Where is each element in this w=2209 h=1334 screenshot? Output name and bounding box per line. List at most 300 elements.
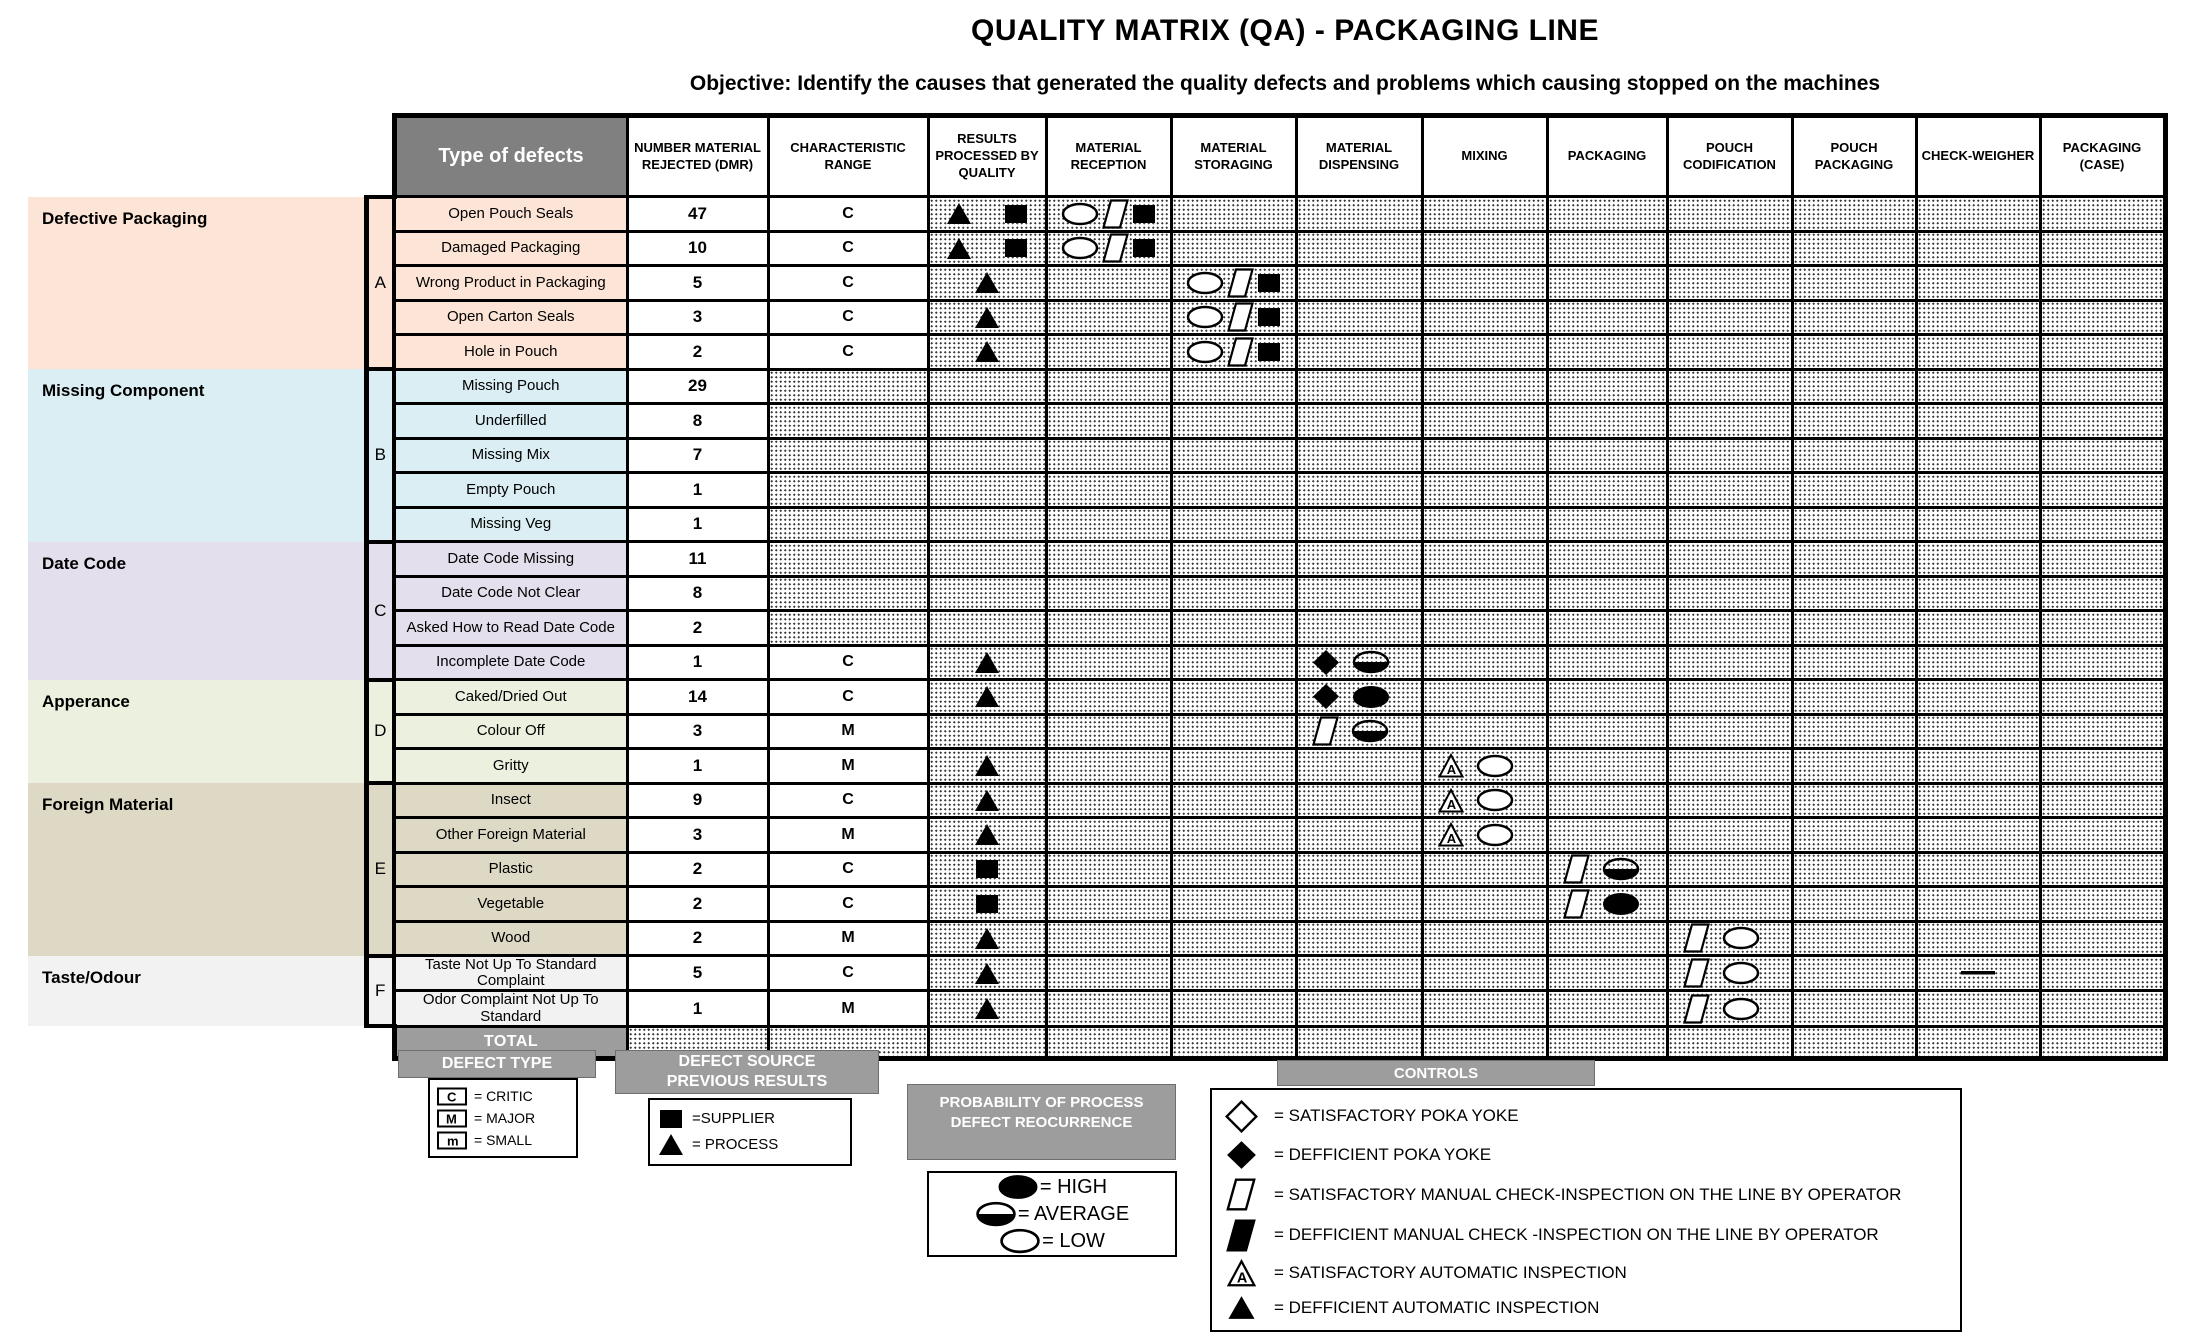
matrix-cell-storaging — [1171, 956, 1296, 991]
dmr-value-cell: 10 — [627, 231, 768, 266]
parallelogram-outline-icon — [1227, 337, 1254, 367]
matrix-cell-mixing — [1422, 197, 1547, 232]
square-filled-icon — [1257, 307, 1281, 327]
matrix-cell-pouch_packaging — [1792, 749, 1916, 784]
oval-low-icon — [1186, 271, 1224, 295]
matrix-cell-packaging_case — [2040, 783, 2165, 818]
box-C-icon — [437, 1087, 467, 1106]
matrix-cell-pouch_packaging — [1792, 611, 1916, 646]
legend-item — [436, 1087, 570, 1106]
matrix-cell-packaging — [1547, 956, 1667, 991]
matrix-cell-packaging_case — [2040, 921, 2165, 956]
defect-name-cell: Wrong Product in Packaging — [394, 266, 627, 301]
legend-controls — [1210, 1088, 1962, 1332]
characteristic-range-cell: M — [768, 921, 928, 956]
square-filled-icon — [1004, 238, 1028, 258]
matrix-cell-mixing — [1422, 404, 1547, 439]
legend-item — [1222, 1140, 1950, 1170]
legend-item — [1222, 1259, 1950, 1287]
total-matrix-cell — [1171, 1026, 1296, 1058]
legend-item-label: = HIGH — [1039, 1175, 1108, 1198]
matrix-cell-results — [928, 266, 1046, 301]
matrix-cell-dispensing — [1296, 266, 1422, 301]
matrix-cell-pouch_codification — [1667, 956, 1792, 991]
total-matrix-cell — [928, 1026, 1046, 1058]
diamond-filled-icon — [1312, 683, 1340, 710]
matrix-cell-storaging — [1171, 231, 1296, 266]
triangle-a-icon — [1438, 753, 1464, 778]
matrix-cell-pouch_codification — [1667, 921, 1792, 956]
matrix-cell-pouch_packaging — [1792, 645, 1916, 680]
matrix-cell-results — [928, 921, 1046, 956]
matrix-cell-packaging_case — [2040, 335, 2165, 370]
legend-glyph-slot — [436, 1131, 468, 1150]
triangle-filled-icon — [974, 997, 1000, 1020]
matrix-cell-dispensing — [1296, 956, 1422, 991]
triangle-filled-icon — [974, 651, 1000, 674]
matrix-cell-dispensing — [1296, 473, 1422, 508]
matrix-cell-packaging — [1547, 783, 1667, 818]
matrix-cell-reception — [1046, 507, 1171, 542]
category-panel-e: Foreign Material — [28, 783, 366, 956]
legend-item — [1222, 1219, 1950, 1252]
oval-average-icon — [1352, 650, 1390, 674]
matrix-cell-check_weigher — [1916, 783, 2040, 818]
dmr-value-cell: 5 — [627, 266, 768, 301]
dash-icon — [1961, 970, 1995, 976]
legend-item-label: = PROCESS — [692, 1135, 779, 1153]
defect-name-cell: Open Pouch Seals — [394, 197, 627, 232]
symbol-group — [1298, 683, 1421, 710]
matrix-cell-check_weigher — [1916, 369, 2040, 404]
characteristic-range-cell: C — [768, 197, 928, 232]
matrix-cell-results — [928, 473, 1046, 508]
matrix-cell-dispensing — [1296, 300, 1422, 335]
defect-name-cell: Incomplete Date Code — [394, 645, 627, 680]
matrix-cell-check_weigher — [1916, 438, 2040, 473]
characteristic-range-cell: C — [768, 783, 928, 818]
legend-item — [1222, 1100, 1950, 1133]
category-panel-f: Taste/Odour — [28, 956, 366, 1027]
symbol-group — [930, 894, 1045, 914]
matrix-cell-check_weigher — [1916, 714, 2040, 749]
symbol-group — [1424, 753, 1546, 778]
dmr-value-cell: 11 — [627, 542, 768, 577]
matrix-cell-packaging_case — [2040, 369, 2165, 404]
matrix-cell-mixing — [1422, 576, 1547, 611]
matrix-cell-packaging — [1547, 300, 1667, 335]
dmr-value-cell: 2 — [627, 921, 768, 956]
matrix-cell-pouch_packaging — [1792, 507, 1916, 542]
parallelogram-outline-icon — [1227, 302, 1254, 332]
triangle-filled-icon — [1227, 1295, 1256, 1320]
defect-name-cell: Missing Mix — [394, 438, 627, 473]
matrix-cell-packaging — [1547, 611, 1667, 646]
matrix-cell-pouch_packaging — [1792, 542, 1916, 577]
matrix-cell-reception — [1046, 749, 1171, 784]
col-header-results-processed-by-quality: RESULTS PROCESSED BY QUALITY — [928, 116, 1046, 197]
characteristic-range-cell: C — [768, 956, 928, 991]
characteristic-range-cell — [768, 438, 928, 473]
matrix-cell-reception — [1046, 542, 1171, 577]
defect-name-cell: Colour Off — [394, 714, 627, 749]
matrix-cell-pouch_packaging — [1792, 956, 1916, 991]
symbol-group — [1048, 233, 1170, 263]
characteristic-range-cell — [768, 542, 928, 577]
symbol-group — [930, 237, 1045, 260]
symbol-group — [1298, 716, 1421, 746]
matrix-cell-storaging — [1171, 921, 1296, 956]
dmr-value-cell: 3 — [627, 818, 768, 853]
dmr-value-cell: 5 — [627, 956, 768, 991]
col-header-material-reception: MATERIAL RECEPTION — [1046, 116, 1171, 197]
square-filled-icon — [1132, 238, 1156, 258]
matrix-cell-reception — [1046, 783, 1171, 818]
legend-defect-source — [648, 1098, 852, 1166]
total-spacer-letter — [366, 1026, 394, 1058]
defect-name-cell: Open Carton Seals — [394, 300, 627, 335]
matrix-cell-packaging_case — [2040, 680, 2165, 715]
matrix-cell-mixing — [1422, 818, 1547, 853]
matrix-cell-storaging — [1171, 473, 1296, 508]
matrix-cell-packaging — [1547, 473, 1667, 508]
legend-item — [658, 1133, 842, 1156]
svg-text:M: M — [446, 1111, 457, 1126]
matrix-cell-dispensing — [1296, 887, 1422, 922]
symbol-group — [930, 340, 1045, 363]
legend-item — [1222, 1178, 1950, 1211]
col-header-packaging-case-: PACKAGING (CASE) — [2040, 116, 2165, 197]
parallelogram-outline-icon — [1226, 1178, 1256, 1211]
matrix-cell-reception — [1046, 991, 1171, 1026]
square-filled-icon — [1257, 273, 1281, 293]
triangle-filled-icon — [974, 823, 1000, 846]
matrix-cell-dispensing — [1296, 231, 1422, 266]
parallelogram-outline-icon — [1227, 268, 1254, 298]
symbol-group — [930, 685, 1045, 708]
dmr-value-cell: 9 — [627, 783, 768, 818]
characteristic-range-cell: C — [768, 231, 928, 266]
matrix-cell-pouch_codification — [1667, 369, 1792, 404]
matrix-cell-storaging — [1171, 197, 1296, 232]
diamond-filled-icon — [1226, 1140, 1257, 1170]
matrix-cell-check_weigher — [1916, 404, 2040, 439]
matrix-cell-packaging — [1547, 852, 1667, 887]
matrix-cell-check_weigher — [1916, 611, 2040, 646]
legend-defect-type-title: DEFECT TYPE — [398, 1050, 596, 1078]
legend-controls-title: CONTROLS — [1277, 1060, 1595, 1086]
matrix-cell-packaging_case — [2040, 266, 2165, 301]
matrix-cell-mixing — [1422, 852, 1547, 887]
header-spacer-letter — [366, 116, 394, 197]
legend-item-label: = MAJOR — [474, 1110, 536, 1126]
legend-glyph-slot — [1222, 1178, 1260, 1211]
legend-item-label: = DEFFICIENT MANUAL CHECK -INSPECTION ON THE LINE BY OPERATOR — [1274, 1225, 1879, 1245]
matrix-cell-mixing — [1422, 542, 1547, 577]
matrix-cell-mixing — [1422, 921, 1547, 956]
diamond-filled-icon — [1312, 649, 1340, 676]
dmr-value-cell: 7 — [627, 438, 768, 473]
matrix-cell-packaging — [1547, 507, 1667, 542]
col-header-type-of-defects: Type of defects — [394, 116, 627, 197]
matrix-cell-reception — [1046, 404, 1171, 439]
matrix-cell-results — [928, 369, 1046, 404]
matrix-cell-mixing — [1422, 473, 1547, 508]
symbol-group — [930, 202, 1045, 225]
matrix-cell-mixing — [1422, 266, 1547, 301]
matrix-cell-reception — [1046, 852, 1171, 887]
defect-name-cell: Empty Pouch — [394, 473, 627, 508]
matrix-cell-pouch_packaging — [1792, 921, 1916, 956]
matrix-cell-results — [928, 714, 1046, 749]
matrix-cell-storaging — [1171, 335, 1296, 370]
defect-name-cell: Hole in Pouch — [394, 335, 627, 370]
matrix-cell-check_weigher — [1916, 335, 2040, 370]
characteristic-range-cell: C — [768, 852, 928, 887]
matrix-cell-mixing — [1422, 887, 1547, 922]
legend-glyph-slot — [436, 1109, 468, 1128]
dmr-value-cell: 1 — [627, 473, 768, 508]
parallelogram-outline-icon — [1312, 716, 1339, 746]
dmr-value-cell: 1 — [627, 749, 768, 784]
matrix-cell-check_weigher — [1916, 266, 2040, 301]
matrix-cell-packaging_case — [2040, 749, 2165, 784]
triangle-filled-icon — [974, 340, 1000, 363]
matrix-cell-pouch_packaging — [1792, 887, 1916, 922]
matrix-cell-check_weigher — [1916, 852, 2040, 887]
legend-item — [997, 1174, 1107, 1200]
oval-average-icon — [975, 1201, 1017, 1227]
characteristic-range-cell: C — [768, 335, 928, 370]
symbol-group — [930, 997, 1045, 1020]
page-title: QUALITY MATRIX (QA) - PACKAGING LINE — [971, 14, 1599, 47]
oval-low-icon — [1186, 305, 1224, 329]
parallelogram-outline-icon — [1683, 958, 1710, 988]
matrix-cell-pouch_codification — [1667, 783, 1792, 818]
matrix-cell-storaging — [1171, 645, 1296, 680]
matrix-cell-pouch_codification — [1667, 542, 1792, 577]
matrix-cell-mixing — [1422, 714, 1547, 749]
legend-item-label: = AVERAGE — [1017, 1202, 1130, 1225]
matrix-cell-dispensing — [1296, 576, 1422, 611]
legend-item-label: = SATISFACTORY POKA YOKE — [1274, 1106, 1519, 1126]
matrix-cell-pouch_packaging — [1792, 438, 1916, 473]
dmr-value-cell: 8 — [627, 576, 768, 611]
matrix-cell-packaging_case — [2040, 956, 2165, 991]
matrix-cell-reception — [1046, 956, 1171, 991]
svg-text:A: A — [1236, 1270, 1247, 1287]
matrix-cell-pouch_packaging — [1792, 473, 1916, 508]
triangle-filled-icon — [974, 685, 1000, 708]
matrix-cell-check_weigher — [1916, 991, 2040, 1026]
matrix-cell-packaging — [1547, 266, 1667, 301]
matrix-cell-storaging — [1171, 991, 1296, 1026]
matrix-cell-reception — [1046, 611, 1171, 646]
objective-text: Objective: Identify the causes that generated the quality defects and problems which causing stopped on the machines — [689, 72, 1881, 95]
symbol-group — [930, 271, 1045, 294]
legend-item-label: = DEFFICIENT AUTOMATIC INSPECTION — [1274, 1297, 1600, 1317]
matrix-cell-dispensing — [1296, 542, 1422, 577]
legend-defect-source-title: DEFECT SOURCE PREVIOUS RESULTS — [615, 1050, 879, 1094]
oval-average-icon — [1351, 719, 1389, 743]
matrix-cell-packaging — [1547, 645, 1667, 680]
characteristic-range-cell — [768, 473, 928, 508]
matrix-cell-packaging — [1547, 991, 1667, 1026]
matrix-cell-pouch_packaging — [1792, 404, 1916, 439]
matrix-cell-pouch_packaging — [1792, 197, 1916, 232]
matrix-cell-mixing — [1422, 438, 1547, 473]
symbol-group — [930, 927, 1045, 950]
characteristic-range-cell: C — [768, 300, 928, 335]
matrix-cell-reception — [1046, 335, 1171, 370]
defect-name-cell: Gritty — [394, 749, 627, 784]
matrix-cell-storaging — [1171, 818, 1296, 853]
matrix-cell-pouch_codification — [1667, 611, 1792, 646]
parallelogram-filled-icon — [1226, 1219, 1256, 1252]
matrix-cell-dispensing — [1296, 783, 1422, 818]
square-filled-icon — [1004, 204, 1028, 224]
dmr-value-cell: 1 — [627, 645, 768, 680]
symbol-group — [1669, 923, 1791, 953]
defect-name-cell: Taste Not Up To Standard Complaint — [394, 956, 627, 991]
matrix-cell-packaging — [1547, 197, 1667, 232]
matrix-cell-check_weigher — [1916, 645, 2040, 680]
matrix-cell-pouch_packaging — [1792, 576, 1916, 611]
triangle-filled-icon — [974, 789, 1000, 812]
characteristic-range-cell — [768, 507, 928, 542]
matrix-cell-packaging — [1547, 438, 1667, 473]
matrix-cell-reception — [1046, 231, 1171, 266]
parallelogram-outline-icon — [1102, 199, 1129, 229]
matrix-cell-results — [928, 991, 1046, 1026]
oval-low-icon — [1722, 926, 1760, 950]
matrix-cell-pouch_packaging — [1792, 714, 1916, 749]
matrix-cell-pouch_codification — [1667, 680, 1792, 715]
matrix-cell-storaging — [1171, 576, 1296, 611]
matrix-cell-mixing — [1422, 611, 1547, 646]
matrix-cell-storaging — [1171, 507, 1296, 542]
legend-glyph-slot — [1222, 1140, 1260, 1170]
matrix-cell-results — [928, 507, 1046, 542]
matrix-cell-dispensing — [1296, 749, 1422, 784]
matrix-cell-storaging — [1171, 852, 1296, 887]
matrix-cell-dispensing — [1296, 197, 1422, 232]
matrix-cell-packaging — [1547, 404, 1667, 439]
group-letter-c: C — [366, 542, 394, 680]
symbol-group — [930, 962, 1045, 985]
total-matrix-cell — [1916, 1026, 2040, 1058]
matrix-cell-reception — [1046, 197, 1171, 232]
matrix-cell-mixing — [1422, 335, 1547, 370]
matrix-cell-dispensing — [1296, 404, 1422, 439]
symbol-group — [930, 789, 1045, 812]
matrix-cell-dispensing — [1296, 369, 1422, 404]
defect-name-cell: Missing Veg — [394, 507, 627, 542]
matrix-cell-packaging_case — [2040, 576, 2165, 611]
triangle-filled-icon — [946, 237, 972, 260]
box-m-icon — [437, 1131, 467, 1150]
matrix-cell-pouch_codification — [1667, 197, 1792, 232]
oval-low-icon — [1476, 823, 1514, 847]
matrix-cell-dispensing — [1296, 714, 1422, 749]
total-matrix-cell — [1296, 1026, 1422, 1058]
dmr-value-cell: 47 — [627, 197, 768, 232]
matrix-cell-results — [928, 749, 1046, 784]
square-filled-icon — [975, 859, 999, 879]
matrix-cell-reception — [1046, 818, 1171, 853]
col-header-number-material-rejected-dmr-: NUMBER MATERIAL REJECTED (DMR) — [627, 116, 768, 197]
matrix-cell-mixing — [1422, 300, 1547, 335]
characteristic-range-cell: C — [768, 645, 928, 680]
legend-item — [1222, 1295, 1950, 1320]
characteristic-range-cell — [768, 611, 928, 646]
matrix-cell-storaging — [1171, 266, 1296, 301]
matrix-cell-check_weigher — [1916, 197, 2040, 232]
matrix-cell-packaging — [1547, 887, 1667, 922]
dmr-value-cell: 8 — [627, 404, 768, 439]
characteristic-range-cell — [768, 576, 928, 611]
matrix-cell-packaging_case — [2040, 852, 2165, 887]
triangle-filled-icon — [658, 1133, 684, 1156]
legend-glyph-slot — [999, 1228, 1041, 1254]
matrix-cell-packaging_case — [2040, 542, 2165, 577]
matrix-cell-pouch_codification — [1667, 231, 1792, 266]
triangle-filled-icon — [974, 271, 1000, 294]
matrix-cell-storaging — [1171, 369, 1296, 404]
square-filled-icon — [975, 894, 999, 914]
defect-name-cell: Plastic — [394, 852, 627, 887]
total-matrix-cell — [2040, 1026, 2165, 1058]
legend-defect-type — [428, 1078, 578, 1158]
matrix-cell-packaging_case — [2040, 611, 2165, 646]
legend-item — [436, 1131, 570, 1150]
matrix-cell-dispensing — [1296, 921, 1422, 956]
matrix-cell-check_weigher — [1916, 818, 2040, 853]
matrix-cell-storaging — [1171, 887, 1296, 922]
matrix-cell-pouch_codification — [1667, 887, 1792, 922]
matrix-cell-pouch_packaging — [1792, 231, 1916, 266]
matrix-cell-packaging_case — [2040, 818, 2165, 853]
matrix-cell-pouch_packaging — [1792, 818, 1916, 853]
defect-name-cell: Date Code Missing — [394, 542, 627, 577]
triangle-a-icon — [1438, 788, 1464, 813]
symbol-group — [930, 859, 1045, 879]
matrix-cell-results — [928, 680, 1046, 715]
dmr-value-cell: 2 — [627, 335, 768, 370]
matrix-cell-dispensing — [1296, 680, 1422, 715]
legend-glyph-slot — [658, 1133, 684, 1156]
legend-probability — [927, 1171, 1177, 1257]
matrix-cell-results — [928, 335, 1046, 370]
symbol-group — [1173, 268, 1295, 298]
triangle-filled-icon — [974, 927, 1000, 950]
defect-name-cell: Missing Pouch — [394, 369, 627, 404]
dmr-value-cell: 14 — [627, 680, 768, 715]
legend-glyph-slot — [436, 1087, 468, 1106]
svg-text:m: m — [447, 1133, 459, 1148]
oval-high-icon — [1352, 685, 1390, 709]
defect-name-cell: Date Code Not Clear — [394, 576, 627, 611]
matrix-cell-results — [928, 956, 1046, 991]
symbol-group — [930, 823, 1045, 846]
matrix-cell-check_weigher — [1916, 507, 2040, 542]
characteristic-range-cell: C — [768, 680, 928, 715]
matrix-cell-mixing — [1422, 231, 1547, 266]
characteristic-range-cell: M — [768, 818, 928, 853]
oval-high-icon — [997, 1174, 1039, 1200]
legend-item-label: =SUPPLIER — [692, 1110, 775, 1127]
defect-name-cell: Caked/Dried Out — [394, 680, 627, 715]
